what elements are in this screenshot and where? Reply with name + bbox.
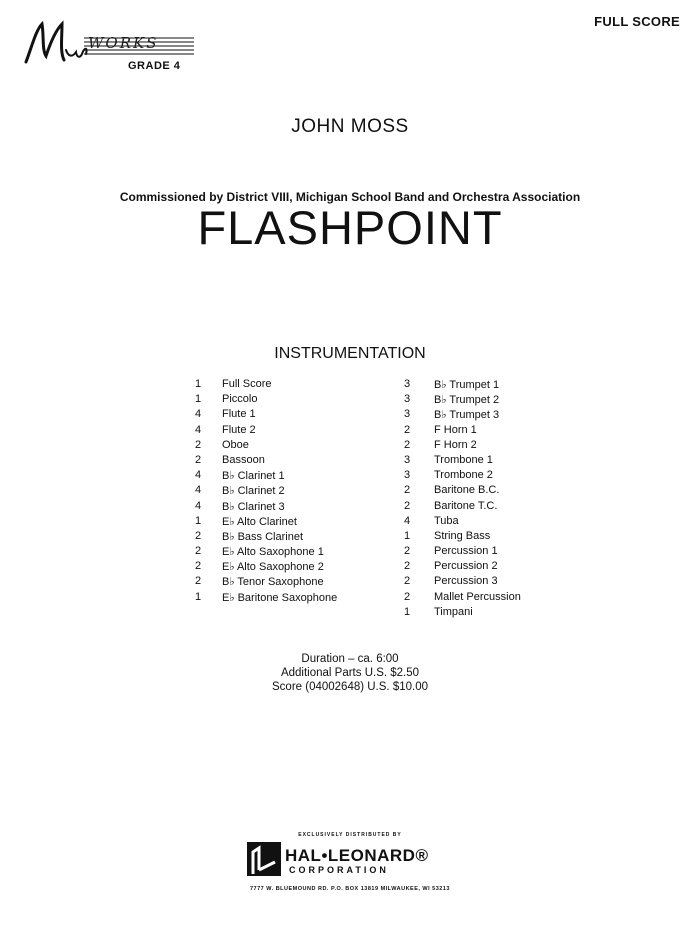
distributed-by-label: EXCLUSIVELY DISTRIBUTED BY: [298, 832, 402, 838]
instrument-quantity: 4: [195, 484, 202, 497]
pricing-block: [0, 652, 700, 694]
composer-name: JOHN MOSS: [291, 116, 409, 137]
instrument-name: B♭ Trumpet 3: [434, 409, 500, 422]
instrument-quantity: 3: [404, 408, 411, 421]
instrument-name: F Horn 1: [434, 423, 477, 436]
instrument-name: Timpani: [434, 605, 473, 618]
instrument-quantity: 1: [195, 514, 202, 527]
instrument-quantity: 4: [195, 499, 202, 512]
full-score-label: FULL SCORE: [594, 14, 680, 29]
musicworks-logo: [22, 16, 202, 76]
instrument-quantity: 2: [404, 438, 411, 451]
instrument-quantity: 3: [404, 453, 411, 466]
instrument-name: Percussion 3: [434, 575, 498, 588]
instrument-name: B♭ Clarinet 3: [222, 500, 285, 513]
instrument-quantity: 2: [195, 529, 202, 542]
instrument-quantity: 4: [195, 408, 202, 421]
instrument-quantity: 4: [195, 469, 202, 482]
instrument-name: E♭ Baritone Saxophone: [222, 591, 338, 604]
instrument-name: Percussion 2: [434, 560, 498, 573]
instrument-quantity: 2: [404, 499, 411, 512]
score-price: Score (04002648) U.S. $10.00: [272, 681, 428, 693]
instrument-name: E♭ Alto Saxophone 2: [222, 561, 324, 574]
instrument-quantity: 2: [404, 545, 411, 558]
distributor-address: 7777 W. BLUEMOUND RD. P.O. BOX 13819 MILWAUKEE, WI 53213: [250, 886, 450, 892]
instrument-name: String Bass: [434, 529, 491, 542]
instrument-quantity: 1: [195, 378, 202, 390]
instrument-name: E♭ Alto Clarinet: [222, 515, 297, 528]
instrument-quantity: 2: [195, 560, 202, 573]
instrument-quantity: 3: [404, 378, 411, 390]
instrument-name: E♭ Alto Saxophone 1: [222, 546, 324, 559]
instrument-name: B♭ Clarinet 2: [222, 485, 285, 498]
instrument-quantity: 3: [404, 393, 411, 406]
instrument-name: Trombone 2: [434, 469, 493, 482]
hal-leonard-logo: [245, 840, 455, 884]
instrument-name: Bassoon: [222, 453, 265, 466]
instrument-quantity: 2: [404, 484, 411, 497]
instrument-name: Tuba: [434, 514, 459, 527]
instrument-name: Oboe: [222, 438, 249, 451]
instrument-quantity: 2: [195, 438, 202, 451]
instrument-quantity: 3: [404, 469, 411, 482]
instrument-quantity: 1: [195, 393, 202, 406]
instrument-quantity: 4: [404, 514, 411, 527]
duration-text: Duration – ca. 6:00: [301, 653, 399, 665]
instrument-quantity: 2: [195, 545, 202, 558]
hal-leonard-emblem-icon: [245, 840, 285, 880]
instrument-quantity: 2: [404, 560, 411, 573]
instrument-quantity: 2: [404, 575, 411, 588]
hal-leonard-name: HAL•LEONARD®: [285, 846, 429, 865]
instrument-quantity: 1: [404, 529, 411, 542]
instrument-name: Trombone 1: [434, 453, 493, 466]
grade-label: GRADE 4: [128, 60, 181, 72]
instrument-quantity: 2: [195, 575, 202, 588]
additional-parts-price: Additional Parts U.S. $2.50: [280, 667, 420, 679]
instrument-name: B♭ Tenor Saxophone: [222, 576, 324, 589]
hal-leonard-corporation: CORPORATION: [289, 865, 389, 875]
distributor-block: [0, 832, 700, 892]
instrument-quantity: 1: [195, 590, 202, 603]
instrument-quantity: 2: [404, 590, 411, 603]
instrument-name: B♭ Bass Clarinet: [222, 530, 303, 543]
commission-line: Commissioned by District VIII, Michigan School Band and Orchestra Association: [119, 190, 581, 204]
logo-works-text: WORKS: [88, 34, 159, 52]
instrument-name: Flute 2: [222, 423, 256, 436]
instrument-quantity: 2: [195, 453, 202, 466]
instrumentation-heading: INSTRUMENTATION: [274, 345, 426, 362]
instrument-name: Piccolo: [222, 393, 258, 406]
instrument-name: B♭ Clarinet 1: [222, 470, 285, 483]
instrument-name: F Horn 2: [434, 438, 477, 451]
instrument-quantity: 1: [404, 605, 411, 618]
instrument-name: B♭ Trumpet 1: [434, 379, 500, 391]
instrument-name: Baritone T.C.: [434, 499, 498, 512]
instrument-quantity: 4: [195, 423, 202, 436]
instrument-name: B♭ Trumpet 2: [434, 394, 500, 407]
instrument-name: Baritone B.C.: [434, 484, 500, 497]
instrument-quantity: 2: [404, 423, 411, 436]
instrument-name: Full Score: [222, 378, 272, 390]
piece-title: FLASHPOINT: [197, 201, 503, 254]
instrument-name: Flute 1: [222, 408, 256, 421]
instrument-name: Mallet Percussion: [434, 590, 521, 603]
instrument-name: Percussion 1: [434, 545, 498, 558]
